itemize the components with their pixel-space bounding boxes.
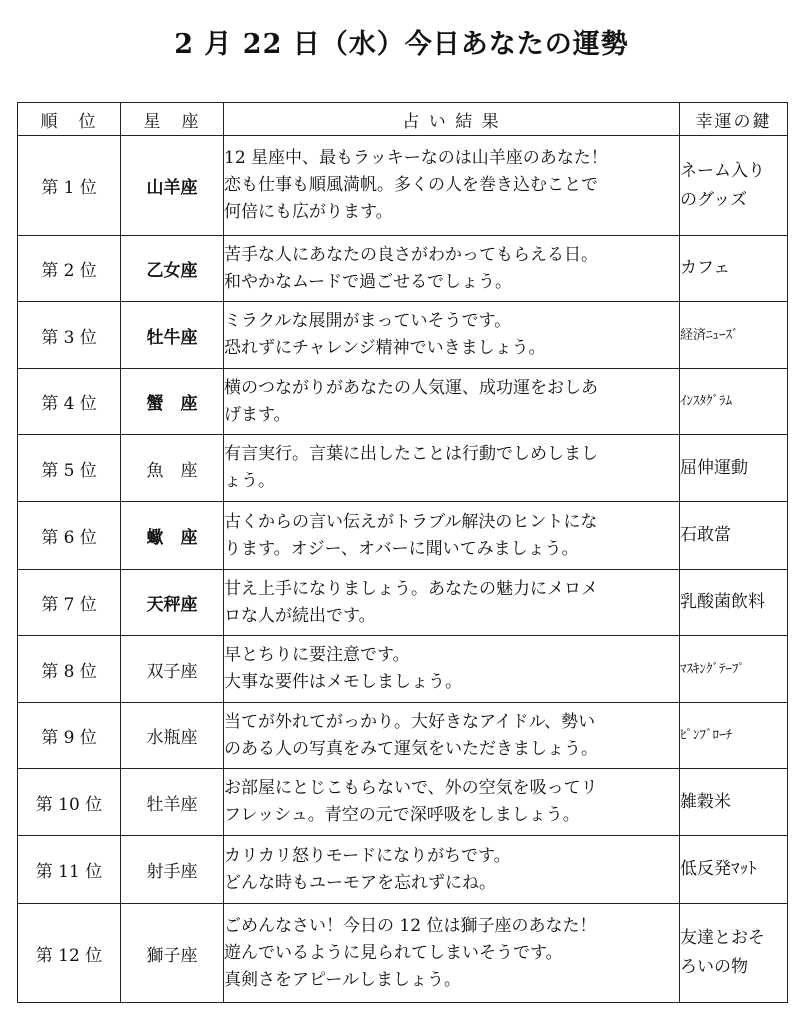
- lucky-key-cell: [680, 136, 788, 236]
- result-line: ロな人が続出です。: [224, 605, 376, 626]
- result-cell: [224, 502, 680, 570]
- result-line: 和やかなムードで過ごせるでしょう。: [224, 271, 512, 292]
- table-row: [18, 636, 788, 703]
- lucky-key-line: のグッズ: [680, 189, 748, 210]
- sign-cell: 天秤座: [121, 570, 224, 636]
- result-line: 恐れずにチャレンジ精神でいきましょう。: [224, 338, 546, 358]
- rank-cell: 第 6 位: [18, 502, 121, 570]
- header-result: 占 い 結 果: [224, 103, 680, 136]
- table-row: [18, 904, 788, 1003]
- table-row: [18, 136, 788, 236]
- result-cell: [224, 236, 680, 302]
- lucky-key-cell: [680, 904, 788, 1003]
- result-line: ります。オジー、オバーに聞いてみましょう。: [224, 538, 579, 559]
- sign-cell: 牡羊座: [121, 769, 224, 836]
- result-cell: [224, 570, 680, 636]
- result-line: げます。: [224, 404, 291, 425]
- sign-cell: 魚 座: [121, 435, 224, 502]
- header-sign: 星 座: [121, 103, 224, 136]
- lucky-key-cell: [680, 836, 788, 904]
- table-row: [18, 703, 788, 769]
- rank-cell: 第 8 位: [18, 636, 121, 703]
- result-cell: [224, 703, 680, 769]
- result-cell: [224, 369, 680, 435]
- sign-cell: 射手座: [121, 836, 224, 904]
- table-row: [18, 769, 788, 836]
- lucky-key-cell: [680, 703, 788, 769]
- rank-cell: 第 5 位: [18, 435, 121, 502]
- result-line: 12 星座中、最もラッキーなのは山羊座のあなた！: [224, 148, 608, 168]
- lucky-key-cell: [680, 302, 788, 369]
- lucky-key-cell: [680, 236, 788, 302]
- result-cell: [224, 435, 680, 502]
- lucky-key-cell: [680, 570, 788, 636]
- lucky-key-line: 低反発ﾏｯﾄ: [680, 859, 757, 879]
- rank-cell: 第 12 位: [18, 904, 121, 1003]
- header-row: [18, 103, 788, 136]
- result-line: 有言実行。言葉に出したことは行動でしめしまし: [224, 444, 598, 464]
- result-line: ょう。: [224, 471, 275, 491]
- result-cell: [224, 836, 680, 904]
- result-line: フレッシュ。青空の元で深呼吸をしましょう。: [224, 805, 580, 825]
- lucky-key-cell: [680, 769, 788, 836]
- result-cell: [224, 636, 680, 703]
- table-row: [18, 369, 788, 435]
- result-line: ごめんなさい！今日の 12 位は獅子座のあなた！: [224, 915, 597, 936]
- lucky-key-cell: [680, 502, 788, 570]
- rank-cell: 第 2 位: [18, 236, 121, 302]
- rank-cell: 第 4 位: [18, 369, 121, 435]
- lucky-key-line: 石敢當: [680, 525, 731, 545]
- lucky-key-cell: [680, 369, 788, 435]
- lucky-key-cell: [680, 636, 788, 703]
- result-line: 当てが外れてがっかり。大好きなアイドル、勢い: [224, 711, 596, 732]
- lucky-key-line: ﾏｽｷﾝｸﾞﾃｰﾌﾟ: [680, 661, 745, 677]
- table-row: [18, 570, 788, 636]
- result-line: 苦手な人にあなたの良さがわかってもらえる日。: [224, 244, 598, 265]
- result-line: カリカリ怒りモードになりがちです。: [224, 845, 511, 866]
- lucky-key-line: 屈伸運動: [680, 457, 748, 478]
- table-row: [18, 836, 788, 904]
- lucky-key-line: ﾋﾟﾝﾌﾞﾛｰﾁ: [680, 728, 732, 743]
- result-line: ミラクルな展開がまっていそうです。: [224, 311, 512, 331]
- table-row: [18, 302, 788, 369]
- rank-cell: 第 10 位: [18, 769, 121, 836]
- result-line: 古くからの言い伝えがトラブル解決のヒントにな: [224, 511, 598, 532]
- rank-cell: 第 9 位: [18, 703, 121, 769]
- fortune-table: [17, 102, 788, 1003]
- lucky-key-cell: [680, 435, 788, 502]
- lucky-key-line: ｲﾝｽﾀｸﾞﾗﾑ: [680, 394, 732, 409]
- sign-cell: 山羊座: [121, 136, 224, 236]
- rank-cell: 第 7 位: [18, 570, 121, 636]
- lucky-key-line: 経済ﾆｭｰｽﾞ: [680, 327, 739, 343]
- result-line: お部屋にとじこもらないで、外の空気を吸ってリ: [224, 778, 598, 798]
- page-title: 2 月 22 日（水）今日あなたの運勢: [174, 29, 629, 60]
- sign-cell: 乙女座: [121, 236, 224, 302]
- table-row: [18, 435, 788, 502]
- result-line: 大事な要件はメモしましょう。: [224, 672, 462, 692]
- result-line: 横のつながりがあなたの人気運、成功運をおしあ: [224, 377, 598, 398]
- rank-cell: 第 11 位: [18, 836, 121, 904]
- lucky-key-line: カフェ: [680, 258, 731, 278]
- sign-cell: 牡牛座: [121, 302, 224, 369]
- result-cell: [224, 136, 680, 236]
- lucky-key-line: 友達とおそ: [680, 928, 765, 948]
- rank-cell: 第 3 位: [18, 302, 121, 369]
- lucky-key-line: 雑穀米: [680, 791, 731, 812]
- result-line: 恋も仕事も順風満帆。多くの人を巻き込むことで: [224, 175, 598, 195]
- result-cell: [224, 904, 680, 1003]
- lucky-key-line: 乳酸菌飲料: [680, 592, 765, 612]
- lucky-key-line: ろいの物: [680, 957, 748, 977]
- table-row: [18, 502, 788, 570]
- result-cell: [224, 302, 680, 369]
- rank-cell: 第 1 位: [18, 136, 121, 236]
- table-row: [18, 236, 788, 302]
- sign-cell: 双子座: [121, 636, 224, 703]
- sign-cell: 蟹 座: [121, 369, 224, 435]
- result-line: のある人の写真をみて運気をいただきましょう。: [224, 738, 598, 759]
- header-key: 幸運の鍵: [680, 103, 788, 136]
- result-cell: [224, 769, 680, 836]
- result-line: 何倍にも広がります。: [224, 202, 393, 222]
- lucky-key-line: ネーム入り: [680, 160, 765, 181]
- sign-cell: 獅子座: [121, 904, 224, 1003]
- result-line: 早とちりに要注意です。: [224, 645, 410, 665]
- result-line: 真剣さをアピールしましょう。: [224, 969, 461, 990]
- result-line: 遊んでいるように見られてしまいそうです。: [224, 942, 563, 963]
- sign-cell: 水瓶座: [121, 703, 224, 769]
- result-line: 甘え上手になりましょう。あなたの魅力にメロメ: [224, 578, 598, 599]
- header-rank: 順 位: [18, 103, 121, 136]
- result-line: どんな時もユーモアを忘れずにね。: [224, 872, 496, 893]
- sign-cell: 蠍 座: [121, 502, 224, 570]
